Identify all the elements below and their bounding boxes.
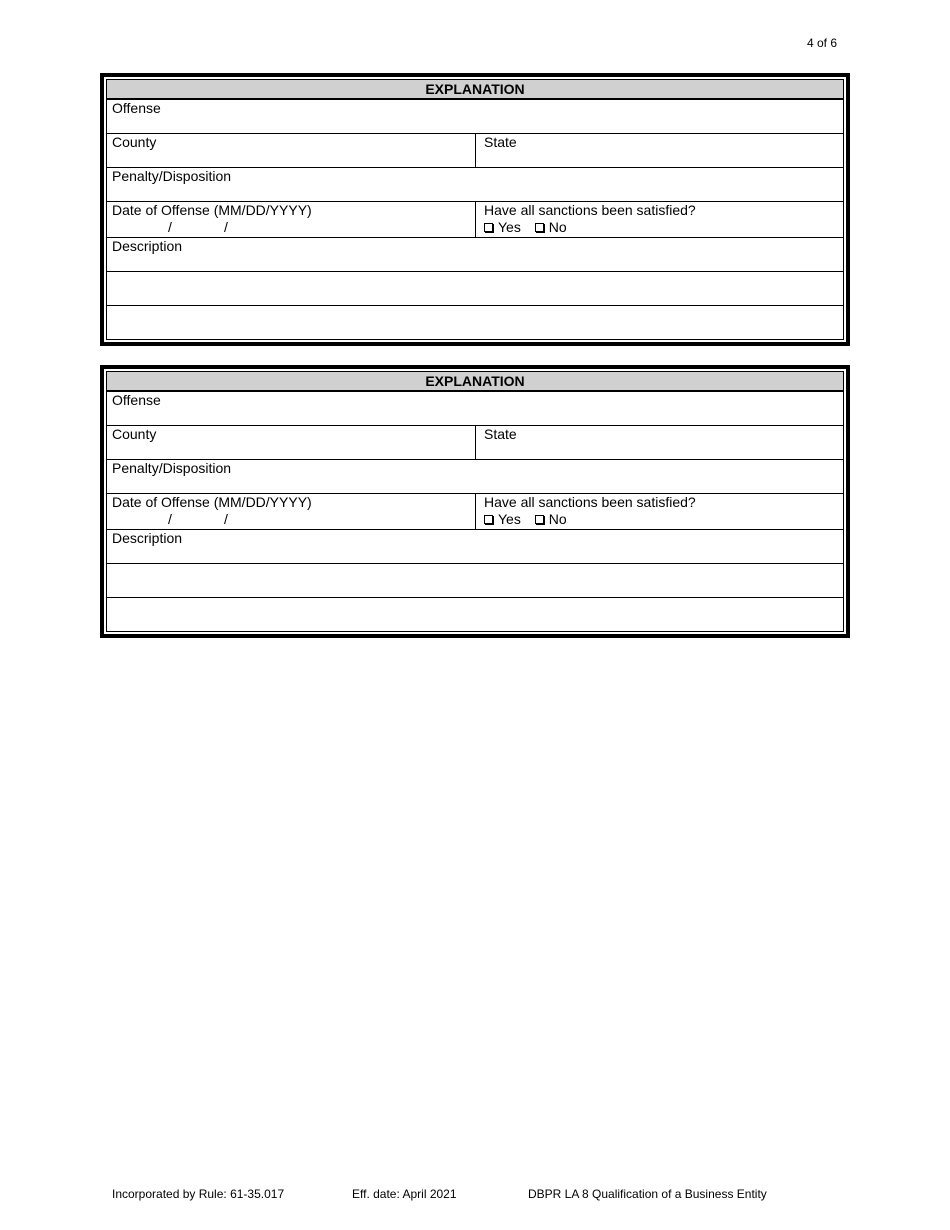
yes-checkbox[interactable] [484, 223, 493, 232]
offense-label: Offense [112, 392, 161, 408]
no-checkbox[interactable] [535, 223, 544, 232]
county-state-row [107, 425, 843, 459]
footer-rule: Incorporated by Rule: 61-35.017 [112, 1187, 285, 1201]
footer-eff-date: Eff. date: April 2021 [352, 1187, 457, 1201]
yes-label: Yes [498, 219, 521, 235]
yes-option[interactable] [484, 511, 521, 527]
penalty-label: Penalty/Disposition [112, 460, 232, 476]
county-state-row [107, 133, 843, 167]
description-row [107, 237, 843, 271]
date-separators [112, 511, 470, 528]
description-field[interactable] [107, 530, 843, 563]
explanation-form-2 [100, 365, 850, 638]
description-line[interactable] [107, 271, 843, 305]
date-separator: / [168, 511, 172, 527]
penalty-field[interactable] [107, 168, 843, 201]
sanctions-question: Have all sanctions been satisfied? [484, 494, 696, 510]
offense-field[interactable] [107, 392, 843, 425]
state-field[interactable] [475, 134, 843, 167]
footer-form-name: DBPR LA 8 Qualification of a Business Entity [528, 1187, 767, 1201]
no-checkbox[interactable] [535, 515, 544, 524]
county-label: County [112, 134, 157, 150]
page-number: 4 of 6 [807, 36, 838, 50]
date-of-offense-field[interactable] [107, 494, 475, 529]
explanation-form-1 [100, 73, 850, 346]
description-line[interactable] [107, 597, 843, 631]
date-label: Date of Offense (MM/DD/YYYY) [112, 202, 312, 218]
date-sanctions-row [107, 201, 843, 237]
penalty-label: Penalty/Disposition [112, 168, 232, 184]
offense-row [107, 99, 843, 133]
date-sanctions-row [107, 493, 843, 529]
date-label: Date of Offense (MM/DD/YYYY) [112, 494, 312, 510]
date-separator: / [168, 219, 172, 235]
no-label: No [548, 511, 567, 527]
yes-checkbox[interactable] [484, 515, 493, 524]
explanation-header: EXPLANATION [107, 372, 843, 391]
description-label: Description [112, 238, 183, 254]
county-label: County [112, 426, 157, 442]
description-line[interactable] [107, 563, 843, 597]
date-separators [112, 219, 470, 236]
offense-label: Offense [112, 100, 161, 116]
sanctions-field [475, 494, 843, 529]
penalty-row [107, 459, 843, 493]
description-line[interactable] [107, 305, 843, 339]
description-field[interactable] [107, 238, 843, 271]
no-label: No [548, 219, 567, 235]
offense-row [107, 391, 843, 425]
penalty-row [107, 167, 843, 201]
county-field[interactable] [107, 426, 475, 459]
penalty-field[interactable] [107, 460, 843, 493]
state-label: State [484, 426, 517, 442]
offense-field[interactable] [107, 100, 843, 133]
yes-label: Yes [498, 511, 521, 527]
sanctions-field [475, 202, 843, 237]
yes-option[interactable] [484, 219, 521, 235]
county-field[interactable] [107, 134, 475, 167]
explanation-header: EXPLANATION [107, 80, 843, 99]
date-of-offense-field[interactable] [107, 202, 475, 237]
sanctions-question: Have all sanctions been satisfied? [484, 202, 696, 218]
description-row [107, 529, 843, 563]
no-option[interactable] [535, 511, 567, 527]
date-separator: / [224, 219, 228, 235]
no-option[interactable] [535, 219, 567, 235]
state-field[interactable] [475, 426, 843, 459]
date-separator: / [224, 511, 228, 527]
description-label: Description [112, 530, 183, 546]
state-label: State [484, 134, 517, 150]
